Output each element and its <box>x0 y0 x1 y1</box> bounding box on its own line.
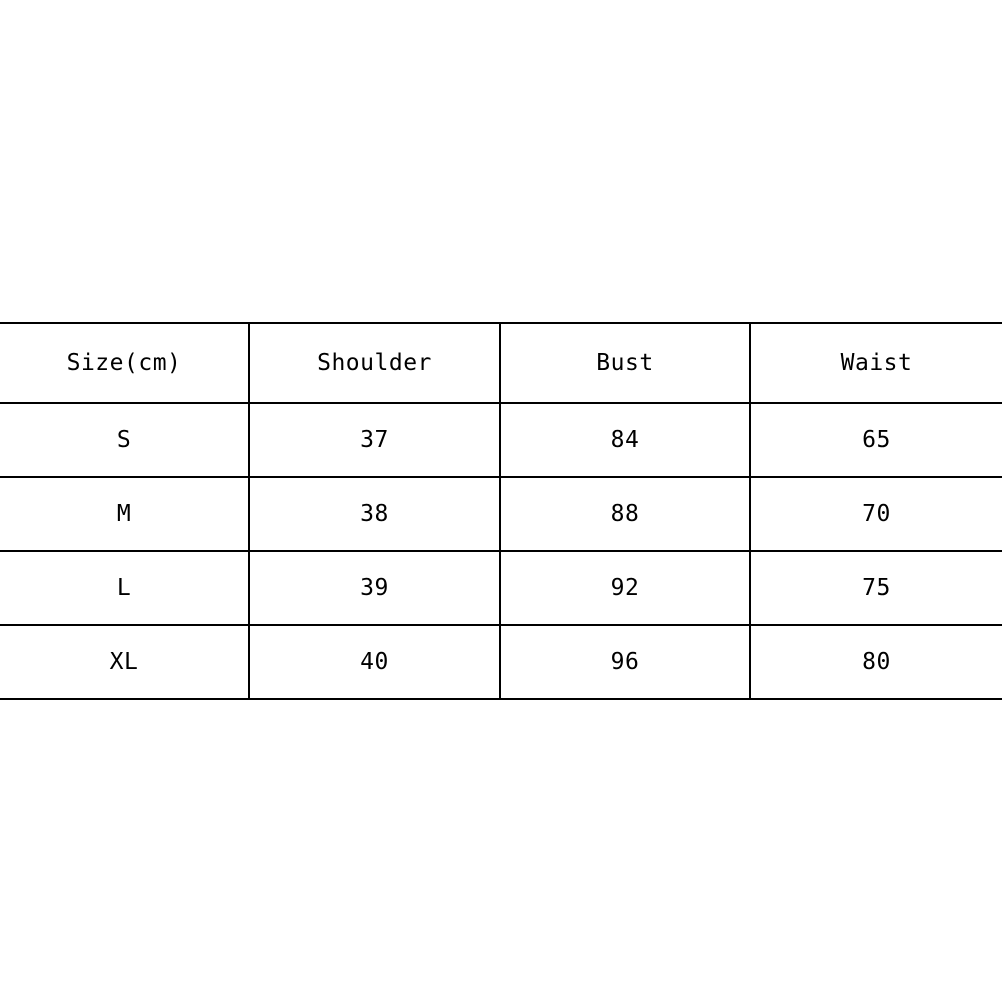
cell-bust: 96 <box>500 625 750 699</box>
cell-size: L <box>0 551 249 625</box>
column-header-waist-label: Waist <box>840 350 913 376</box>
cell-bust: 84 <box>500 403 750 477</box>
cell-size: XL <box>0 625 249 699</box>
size-table-head <box>0 323 1002 403</box>
table-row <box>0 625 1002 699</box>
cell-size: S <box>0 403 249 477</box>
cell-waist: 80 <box>750 625 1002 699</box>
column-header-size-label: Size(cm) <box>66 350 182 376</box>
column-header-bust <box>500 323 750 403</box>
table-row <box>0 551 1002 625</box>
cell-bust: 92 <box>500 551 750 625</box>
column-header-shoulder <box>249 323 500 403</box>
cell-waist: 75 <box>750 551 1002 625</box>
column-header-bust-label: Bust <box>596 350 654 376</box>
cell-shoulder: 37 <box>249 403 500 477</box>
table-row <box>0 477 1002 551</box>
cell-bust: 88 <box>500 477 750 551</box>
size-table-container <box>0 322 1002 700</box>
column-header-waist <box>750 323 1002 403</box>
table-row <box>0 403 1002 477</box>
column-header-size <box>0 323 249 403</box>
cell-waist: 65 <box>750 403 1002 477</box>
cell-shoulder: 38 <box>249 477 500 551</box>
size-table-body <box>0 403 1002 699</box>
cell-shoulder: 39 <box>249 551 500 625</box>
size-table <box>0 322 1002 700</box>
cell-waist: 70 <box>750 477 1002 551</box>
cell-size: M <box>0 477 249 551</box>
column-header-shoulder-label: Shoulder <box>317 350 432 376</box>
table-header-row <box>0 323 1002 403</box>
cell-shoulder: 40 <box>249 625 500 699</box>
